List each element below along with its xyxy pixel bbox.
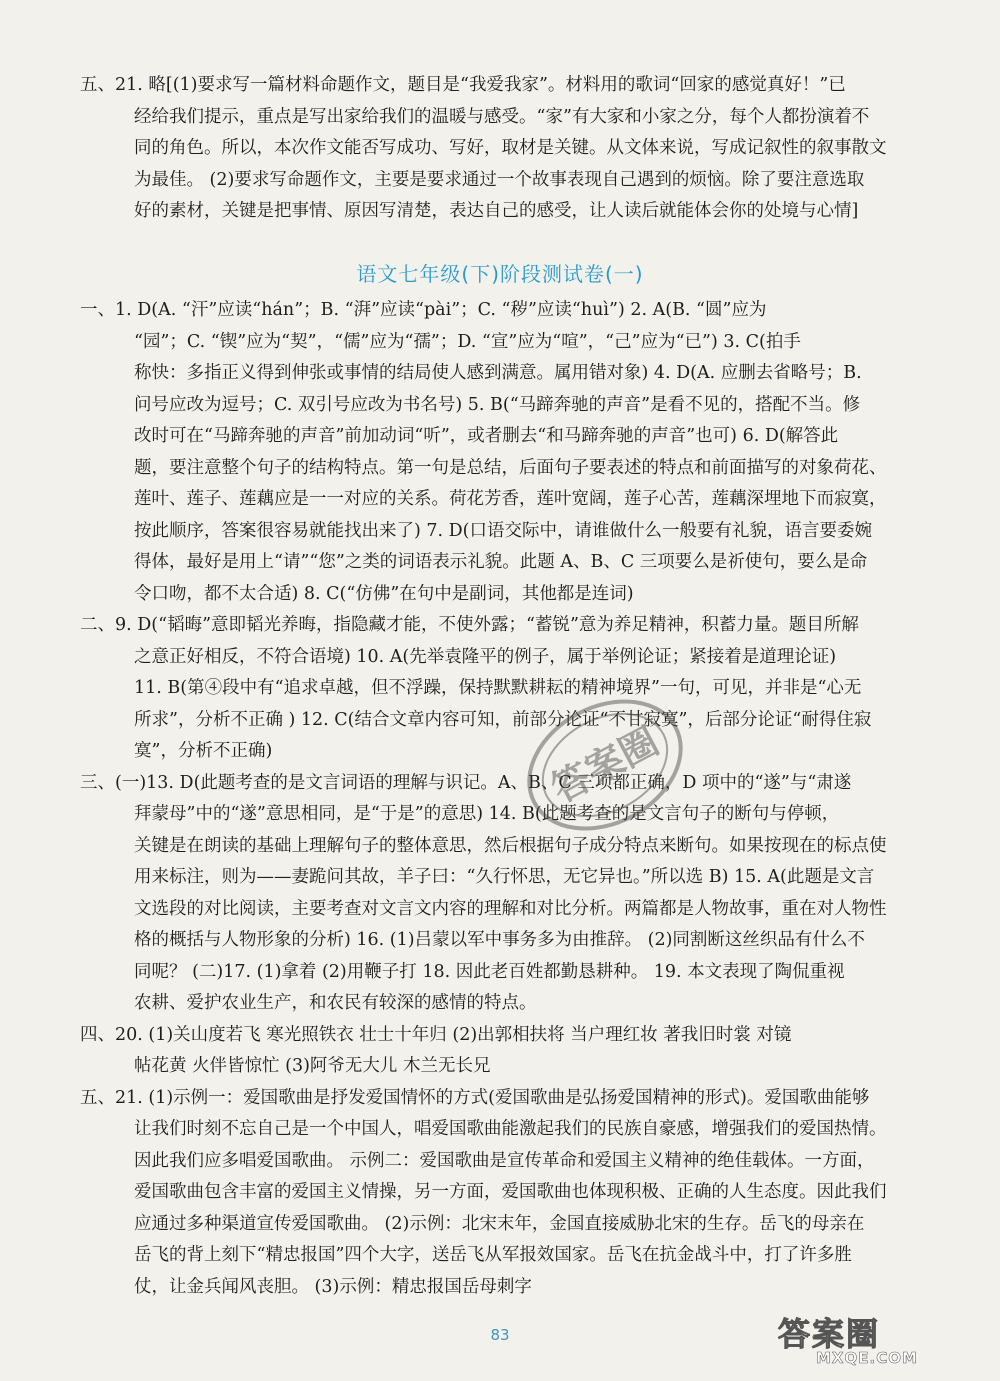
text-line: 应通过多种渠道宣传爱国歌曲。 (2)示例：北宋末年，金国直接威胁北宋的生存。岳飞的母亲在	[134, 1213, 865, 1234]
text-line: 四、20. (1)关山度若飞 寒光照铁衣 壮士十年归 (2)出郭相扶将 当户理红妆 著我旧时裳 对镜	[80, 1024, 792, 1045]
text-line: 格的概括与人物形象的分析) 16. (1)吕蒙以军中事务多为由推辞。 (2)同割断这丝织品有什么不	[134, 930, 865, 950]
text-line: 题，要注意整个句子的结构特点。第一句是总结，后面句子要表述的特点和前面描写的对象荷花、	[134, 457, 887, 478]
answer-block-essay	[80, 70, 940, 228]
text-line: 五、21. 略[(1)要求写一篇材料命题作文，题目是“我爱我家”。材料用的歌词“回家的感觉真好！”已	[80, 75, 846, 95]
text-line: 五、21. (1)示例一：爱国歌曲是抒发爱国情怀的方式(爱国歌曲是弘扬爱国精神的形式)。爱国歌曲能够	[80, 1087, 870, 1108]
text-line: 岳飞的背上刻下“精忠报国”四个大字，送岳飞从军报效国家。岳飞在抗金战斗中，打了许多胜	[134, 1245, 852, 1265]
page-number: 83	[490, 1326, 510, 1344]
text-line: 问号应改为逗号；C. 双引号应改为书名号) 5. B(“马蹄奔驰的声音”是看不见的，搭配不当。修	[134, 394, 861, 415]
text-line: 莲叶、莲子、莲藕应是一一对应的关系。荷花芳香，莲叶宽阔，莲子心苦，莲藕深埋地下而寂寞，	[134, 489, 887, 509]
text-line: 因此我们应多唱爱国歌曲。 示例二：爱国歌曲是宣传革命和爱国主义精神的绝佳载体。一方面，	[134, 1150, 875, 1171]
answer-block-test	[80, 295, 940, 1303]
text-line: 为最佳。 (2)要求写命题作文，主要是要求通过一个故事表现自己遇到的烦恼。除了要注意选取	[134, 169, 865, 190]
text-line: 让我们时刻不忘自己是一个中国人，唱爱国歌曲能激起我们的民族自豪感，增强我们的爱国热情。	[134, 1119, 887, 1139]
text-line: 同的角色。所以，本次作文能否写成功、写好，取材是关键。从文体来说，写成记叙性的叙事散文	[134, 138, 887, 158]
text-line: 拜蒙母”中的“遂”意思相同，是“于是”的意思) 14. B(此题考查的是文言句子的断句与停顿，	[134, 804, 840, 824]
text-line: 所求”，分析不正确 ) 12. C(结合文章内容可知，前部分论证“不甘寂寞”，后部分论证“耐得住寂	[134, 709, 872, 730]
text-line: 按此顺序，答案很容易就能找出来了) 7. D(口语交际中，请谁做什么一般要有礼貌，语言要委婉	[134, 520, 873, 541]
text-line: 经给我们提示，重点是写出家给我们的温暖与感受。“家”有大家和小家之分，每个人都扮演着不	[134, 106, 870, 127]
logo-text: 答案圈	[778, 1315, 881, 1353]
text-line: 11. B(第④段中有“追求卓越，但不浮躁，保持默默耕耘的精神境界”一句，可见，并非是“心无	[134, 678, 862, 698]
text-line: 一、1. D(A. “汗”应读“hán”；B. “湃”应读“pài”；C. “秽”应读“huì”) 2. A(B. “圆”应为	[80, 300, 767, 320]
text-line: 改时可在“马蹄奔驰的声音”前加动词“听”，或者删去“和马蹄奔驰的声音”也可) 6. D(解答此	[134, 426, 839, 446]
text-line: 文选段的对比阅读，主要考查对文言文内容的理解和对比分析。两篇都是人物故事，重在对人物性	[134, 898, 887, 919]
text-line: 仗，让金兵闻风丧胆。 (3)示例：精忠报国岳母刺字	[134, 1276, 532, 1297]
text-line: 用来标注，则为——妻跪问其故，羊子曰：“久行怀思，无它异也。”所以选 B) 15. A(此题是文言	[134, 867, 875, 887]
logo-domain: MXQE.COM	[816, 1349, 918, 1367]
text-line: 农耕、爱护农业生产，和农民有较深的感情的特点。	[134, 993, 537, 1013]
text-line: 称快：多指正义得到伸张或事情的结局使人感到满意。属用错对象) 4. D(A. 应删去省略号；B.	[134, 363, 862, 383]
site-logo	[778, 1309, 988, 1373]
text-line: 同呢？ (二)17. (1)拿着 (2)用鞭子打 18. 因此老百姓都勤恳耕种。 19. 本文表现了陶侃重视	[134, 961, 845, 982]
text-line: “园”；C. “锲”应为“契”，“儒”应为“孺”；D. “宣”应为“喧”，“己”应为“已”) 3. C(拍手	[134, 331, 801, 352]
text-line: 爱国歌曲包含丰富的爱国主义情操，另一方面，爱国歌曲也体现积极、正确的人生态度。因此我们	[134, 1182, 887, 1202]
text-line: 关键是在朗读的基础上理解句子的整体意思，然后根据句子成分特点来断句。如果按现在的标点使	[134, 835, 887, 856]
text-line: 帖花黄 火伴皆惊忙 (3)阿爷无大儿 木兰无长兄	[134, 1056, 491, 1076]
text-line: 之意正好相反，不符合语境) 10. A(先举袁隆平的例子，属于举例论证；紧接着是道理论证)	[134, 646, 837, 667]
text-line: 三、(一)13. D(此题考查的是文言词语的理解与识记。A、B、C 三项都正确，D 项中的“遂”与“肃遂	[80, 772, 852, 793]
text-line: 得体，最好是用上“请”“您”之类的词语表示礼貌。此题 A、B、C 三项要么是祈使句，要么是命	[134, 552, 868, 572]
text-line: 好的素材，关键是把事情、原因写清楚，表达自己的感受，让人读后就能体会你的处境与心情]	[134, 201, 859, 221]
section-heading: 语文七年级(下)阶段测试卷(一)	[356, 262, 644, 286]
text-line: 令口吻，都不太合适) 8. C(“仿佛”在句中是副词，其他都是连词)	[134, 583, 634, 604]
text-line: 寞”，分析不正确)	[134, 741, 273, 761]
text-line: 二、9. D(“韬晦”意即韬光养晦，指隐藏才能，不使外露；“蓄锐”意为养足精神，积蓄力量。题目所解	[80, 615, 859, 635]
stamp-text: 答案圈	[544, 718, 666, 812]
